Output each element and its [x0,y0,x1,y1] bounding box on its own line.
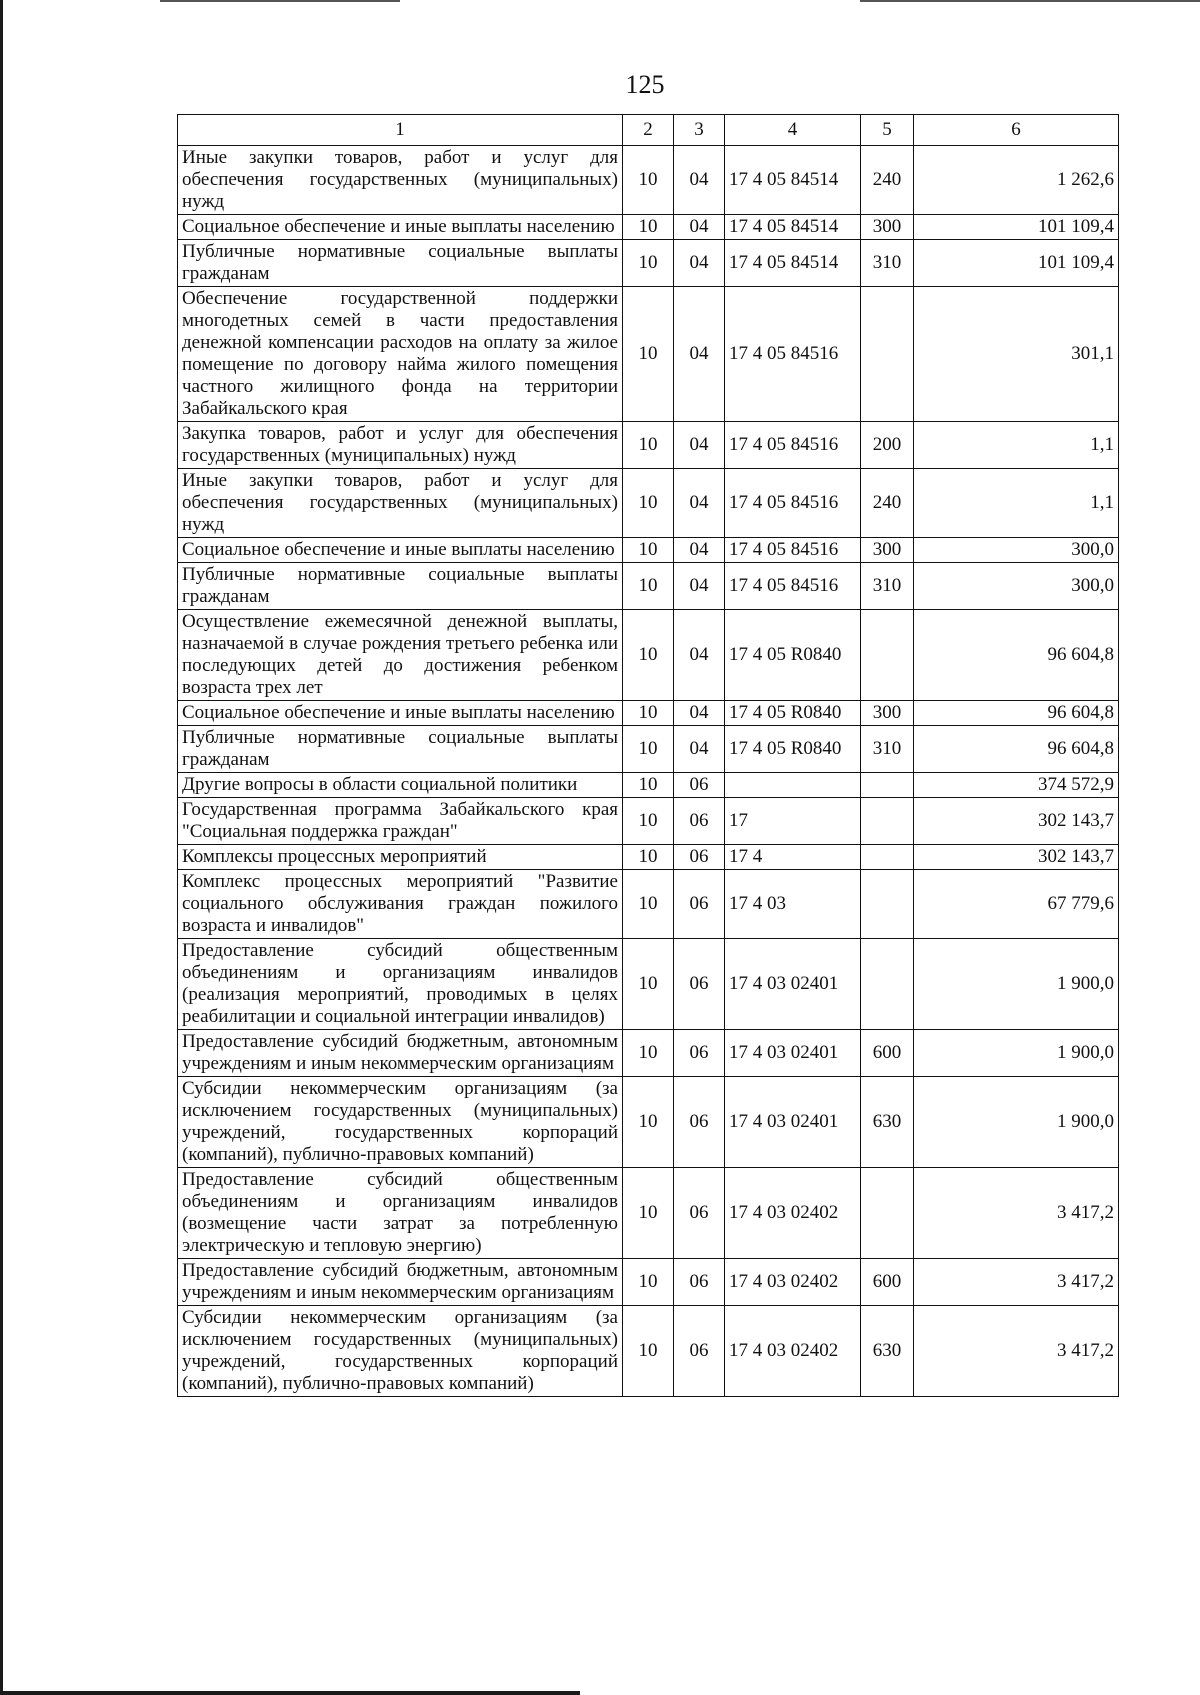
table-row [178,215,1119,240]
row-target-article-cell: 17 4 05 84516 [725,538,861,563]
row-expense-type-cell [861,870,914,939]
header-cell: 3 [674,115,725,146]
row-section-cell: 10 [623,939,674,1030]
row-expense-type-cell: 600 [861,1030,914,1077]
row-amount-cell: 3 417,2 [914,1259,1119,1306]
row-subsection-cell: 04 [674,610,725,701]
row-name-cell: Иные закупки товаров, работ и услуг для обеспечения государственных (муниципальных) нужд [178,146,623,215]
row-name-cell: Публичные нормативные социальные выплаты гражданам [178,726,623,773]
row-section-cell: 10 [623,287,674,422]
row-expense-type-cell: 310 [861,240,914,287]
row-target-article-cell: 17 4 03 02401 [725,1077,861,1168]
row-target-article-cell: 17 4 03 02401 [725,1030,861,1077]
table-row [178,773,1119,798]
row-expense-type-cell: 300 [861,701,914,726]
row-target-article-cell: 17 4 05 R0840 [725,610,861,701]
table-row [178,1077,1119,1168]
row-name-cell: Комплексы процессных мероприятий [178,845,623,870]
row-name-cell: Другие вопросы в области социальной политики [178,773,623,798]
row-name-cell: Публичные нормативные социальные выплаты гражданам [178,240,623,287]
row-amount-cell: 96 604,8 [914,610,1119,701]
row-subsection-cell: 06 [674,1030,725,1077]
scan-edge-top [860,0,1200,2]
row-target-article-cell: 17 4 03 [725,870,861,939]
row-name-cell: Субсидии некоммерческим организациям (за исключением государственных (муниципальных) учреждений, государственных корпораций (компаний), публично-правовых компаний) [178,1077,623,1168]
row-target-article-cell: 17 [725,798,861,845]
row-section-cell: 10 [623,773,674,798]
row-section-cell: 10 [623,1168,674,1259]
row-target-article-cell [725,773,861,798]
row-expense-type-cell: 310 [861,726,914,773]
row-section-cell: 10 [623,563,674,610]
row-subsection-cell: 06 [674,1077,725,1168]
row-expense-type-cell [861,610,914,701]
row-section-cell: 10 [623,610,674,701]
table-row [178,422,1119,469]
row-subsection-cell: 04 [674,538,725,563]
row-expense-type-cell: 630 [861,1306,914,1397]
row-subsection-cell: 04 [674,726,725,773]
row-section-cell: 10 [623,240,674,287]
row-subsection-cell: 04 [674,240,725,287]
row-expense-type-cell: 240 [861,146,914,215]
row-subsection-cell: 04 [674,287,725,422]
row-subsection-cell: 06 [674,870,725,939]
table-row [178,870,1119,939]
row-target-article-cell: 17 4 05 84516 [725,563,861,610]
row-name-cell: Осуществление ежемесячной денежной выплаты, назначаемой в случае рождения третьего ребенка или последующих детей до достижения ребенком возраста трех лет [178,610,623,701]
row-expense-type-cell: 600 [861,1259,914,1306]
header-cell: 2 [623,115,674,146]
row-amount-cell: 302 143,7 [914,798,1119,845]
row-section-cell: 10 [623,1077,674,1168]
table-row [178,798,1119,845]
budget-table [177,114,1119,1397]
row-name-cell: Иные закупки товаров, работ и услуг для обеспечения государственных (муниципальных) нужд [178,469,623,538]
row-amount-cell: 96 604,8 [914,701,1119,726]
table-row [178,287,1119,422]
row-expense-type-cell [861,845,914,870]
row-name-cell: Предоставление субсидий бюджетным, автономным учреждениям и иным некоммерческим организациям [178,1030,623,1077]
row-subsection-cell: 06 [674,798,725,845]
row-name-cell: Публичные нормативные социальные выплаты гражданам [178,563,623,610]
table-row [178,469,1119,538]
row-amount-cell: 300,0 [914,563,1119,610]
row-target-article-cell: 17 4 05 84514 [725,146,861,215]
row-target-article-cell: 17 4 03 02401 [725,939,861,1030]
row-expense-type-cell [861,773,914,798]
row-expense-type-cell: 630 [861,1077,914,1168]
row-section-cell: 10 [623,215,674,240]
row-expense-type-cell [861,798,914,845]
row-expense-type-cell: 300 [861,215,914,240]
row-section-cell: 10 [623,422,674,469]
header-cell: 5 [861,115,914,146]
row-name-cell: Социальное обеспечение и иные выплаты населению [178,215,623,240]
scan-edge-bottom [0,1691,580,1695]
table-row [178,845,1119,870]
row-amount-cell: 3 417,2 [914,1306,1119,1397]
row-amount-cell: 3 417,2 [914,1168,1119,1259]
row-amount-cell: 1 900,0 [914,939,1119,1030]
row-name-cell: Комплекс процессных мероприятий "Развитие социального обслуживания граждан пожилого возраста и инвалидов" [178,870,623,939]
table-row [178,1030,1119,1077]
row-subsection-cell: 06 [674,1259,725,1306]
row-section-cell: 10 [623,845,674,870]
row-target-article-cell: 17 4 05 84516 [725,422,861,469]
row-target-article-cell: 17 4 05 84516 [725,469,861,538]
row-section-cell: 10 [623,538,674,563]
row-name-cell: Социальное обеспечение и иные выплаты населению [178,701,623,726]
row-subsection-cell: 06 [674,773,725,798]
row-name-cell: Закупка товаров, работ и услуг для обеспечения государственных (муниципальных) нужд [178,422,623,469]
row-subsection-cell: 06 [674,939,725,1030]
row-subsection-cell: 04 [674,563,725,610]
row-amount-cell: 101 109,4 [914,215,1119,240]
row-target-article-cell: 17 4 05 R0840 [725,726,861,773]
row-subsection-cell: 04 [674,701,725,726]
row-subsection-cell: 04 [674,146,725,215]
row-name-cell: Субсидии некоммерческим организациям (за исключением государственных (муниципальных) учреждений, государственных корпораций (компаний), публично-правовых компаний) [178,1306,623,1397]
table-row [178,1168,1119,1259]
table-body [178,146,1119,1397]
row-name-cell: Предоставление субсидий общественным объединениям и организациям инвалидов (реализация мероприятий, проводимых в целях реабилитации и социальной интеграции инвалидов) [178,939,623,1030]
scan-edge-left [0,0,3,1695]
row-amount-cell: 1 900,0 [914,1077,1119,1168]
row-expense-type-cell [861,1168,914,1259]
row-expense-type-cell [861,287,914,422]
table-row [178,1306,1119,1397]
scan-edge-top [160,0,400,2]
row-subsection-cell: 06 [674,845,725,870]
row-section-cell: 10 [623,870,674,939]
row-subsection-cell: 06 [674,1168,725,1259]
row-amount-cell: 67 779,6 [914,870,1119,939]
row-section-cell: 10 [623,1306,674,1397]
table-row [178,939,1119,1030]
row-name-cell: Обеспечение государственной поддержки многодетных семей в части предоставления денежной компенсации расходов на оплату за жилое помещение по договору найма жилого помещения частного жилищного фонда на территории Забайкальского края [178,287,623,422]
row-amount-cell: 1 262,6 [914,146,1119,215]
table-row [178,726,1119,773]
header-cell: 1 [178,115,623,146]
row-target-article-cell: 17 4 05 84516 [725,287,861,422]
row-section-cell: 10 [623,469,674,538]
row-name-cell: Государственная программа Забайкальского края "Социальная поддержка граждан" [178,798,623,845]
row-amount-cell: 1,1 [914,469,1119,538]
row-expense-type-cell [861,939,914,1030]
row-target-article-cell: 17 4 05 84514 [725,215,861,240]
row-name-cell: Предоставление субсидий бюджетным, автономным учреждениям и иным некоммерческим организациям [178,1259,623,1306]
row-amount-cell: 1 900,0 [914,1030,1119,1077]
row-section-cell: 10 [623,701,674,726]
row-target-article-cell: 17 4 [725,845,861,870]
header-cell: 4 [725,115,861,146]
row-subsection-cell: 06 [674,1306,725,1397]
row-section-cell: 10 [623,726,674,773]
row-section-cell: 10 [623,798,674,845]
row-expense-type-cell: 240 [861,469,914,538]
row-amount-cell: 301,1 [914,287,1119,422]
table-row [178,701,1119,726]
row-subsection-cell: 04 [674,215,725,240]
row-target-article-cell: 17 4 03 02402 [725,1259,861,1306]
row-section-cell: 10 [623,1030,674,1077]
table-header-row [178,115,1119,146]
table-row [178,240,1119,287]
row-amount-cell: 1,1 [914,422,1119,469]
row-amount-cell: 302 143,7 [914,845,1119,870]
row-name-cell: Социальное обеспечение и иные выплаты населению [178,538,623,563]
row-expense-type-cell: 300 [861,538,914,563]
row-subsection-cell: 04 [674,422,725,469]
table-row [178,146,1119,215]
row-amount-cell: 374 572,9 [914,773,1119,798]
row-name-cell: Предоставление субсидий общественным объединениям и организациям инвалидов (возмещение части затрат за потребленную электрическую и тепловую энергию) [178,1168,623,1259]
row-section-cell: 10 [623,146,674,215]
row-target-article-cell: 17 4 03 02402 [725,1306,861,1397]
table-row [178,610,1119,701]
row-target-article-cell: 17 4 05 R0840 [725,701,861,726]
row-expense-type-cell: 200 [861,422,914,469]
row-target-article-cell: 17 4 03 02402 [725,1168,861,1259]
row-subsection-cell: 04 [674,469,725,538]
table-row [178,563,1119,610]
row-expense-type-cell: 310 [861,563,914,610]
table-row [178,538,1119,563]
row-amount-cell: 96 604,8 [914,726,1119,773]
row-amount-cell: 300,0 [914,538,1119,563]
table-row [178,1259,1119,1306]
page-number: 125 [625,70,665,99]
header-cell: 6 [914,115,1119,146]
row-amount-cell: 101 109,4 [914,240,1119,287]
row-section-cell: 10 [623,1259,674,1306]
row-target-article-cell: 17 4 05 84514 [725,240,861,287]
